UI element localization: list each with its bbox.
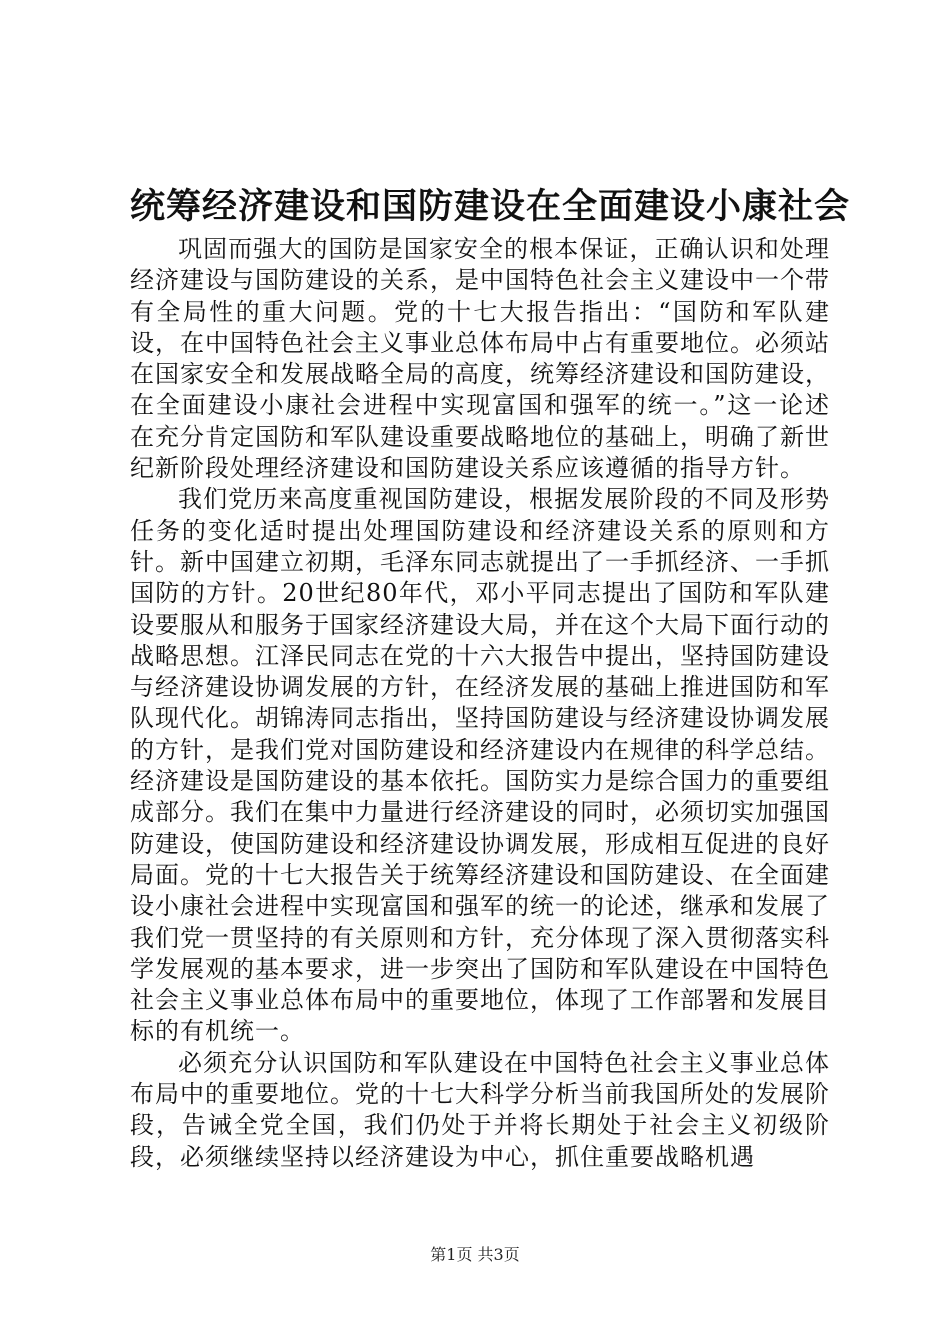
document-body — [130, 234, 830, 1173]
document-title: 统筹经济建设和国防建设在全面建设小康社会 — [130, 186, 851, 227]
paragraph-1: 巩固而强大的国防是国家安全的根本保证，正确认识和处理经济建设与国防建设的关系，是中国特色社会主义建设中一个带有全局性的重大问题。党的十七大报告指出：“国防和军队建设，在中国特色社会主义事业总体布局中占有重要地位。必须站在国家安全和发展战略全局的高度，统筹经济建设和国防建设，在全面建设小康社会进程中实现富国和强军的统一。”这一论述在充分肯定国防和军队建设重要战略地位的基础上，明确了新世纪新阶段处理经济建设和国防建设关系应该遵循的指导方针。 — [130, 235, 830, 483]
page-number-footer: 第1页 共3页 — [430, 1245, 520, 1264]
paragraph-2: 我们党历来高度重视国防建设，根据发展阶段的不同及形势任务的变化适时提出处理国防建设和经济建设关系的原则和方针。新中国建立初期，毛泽东同志就提出了一手抓经济、一手抓国防的方针。20世纪80年代，邓小平同志提出了国防和军队建设要服从和服务于国家经济建设大局，并在这个大局下面行动的战略思想。江泽民同志在党的十六大报告中提出，坚持国防建设与经济建设协调发展的方针，在经济发展的基础上推进国防和军队现代化。胡锦涛同志指出，坚持国防建设与经济建设协调发展的方针，是我们党对国防建设和经济建设内在规律的科学总结。经济建设是国防建设的基本依托。国防实力是综合国力的重要组成部分。我们在集中力量进行经济建设的同时，必须切实加强国防建设，使国防建设和经济建设协调发展，形成相互促进的良好局面。党的十七大报告关于统筹经济建设和国防建设、在全面建设小康社会进程中实现富国和强军的统一的论述，继承和发展了我们党一贯坚持的有关原则和方针，充分体现了深入贯彻落实科学发展观的基本要求，进一步突出了国防和军队建设在中国特色社会主义事业总体布局中的重要地位，体现了工作部署和发展目标的有机统一。 — [130, 485, 830, 1046]
paragraph-3: 必须充分认识国防和军队建设在中国特色社会主义事业总体布局中的重要地位。党的十七大科学分析当前我国所处的发展阶段，告诫全党全国，我们仍处于并将长期处于社会主义初级阶段，必须继续坚持以经济建设为中心，抓住重要战略机遇 — [130, 1048, 830, 1171]
